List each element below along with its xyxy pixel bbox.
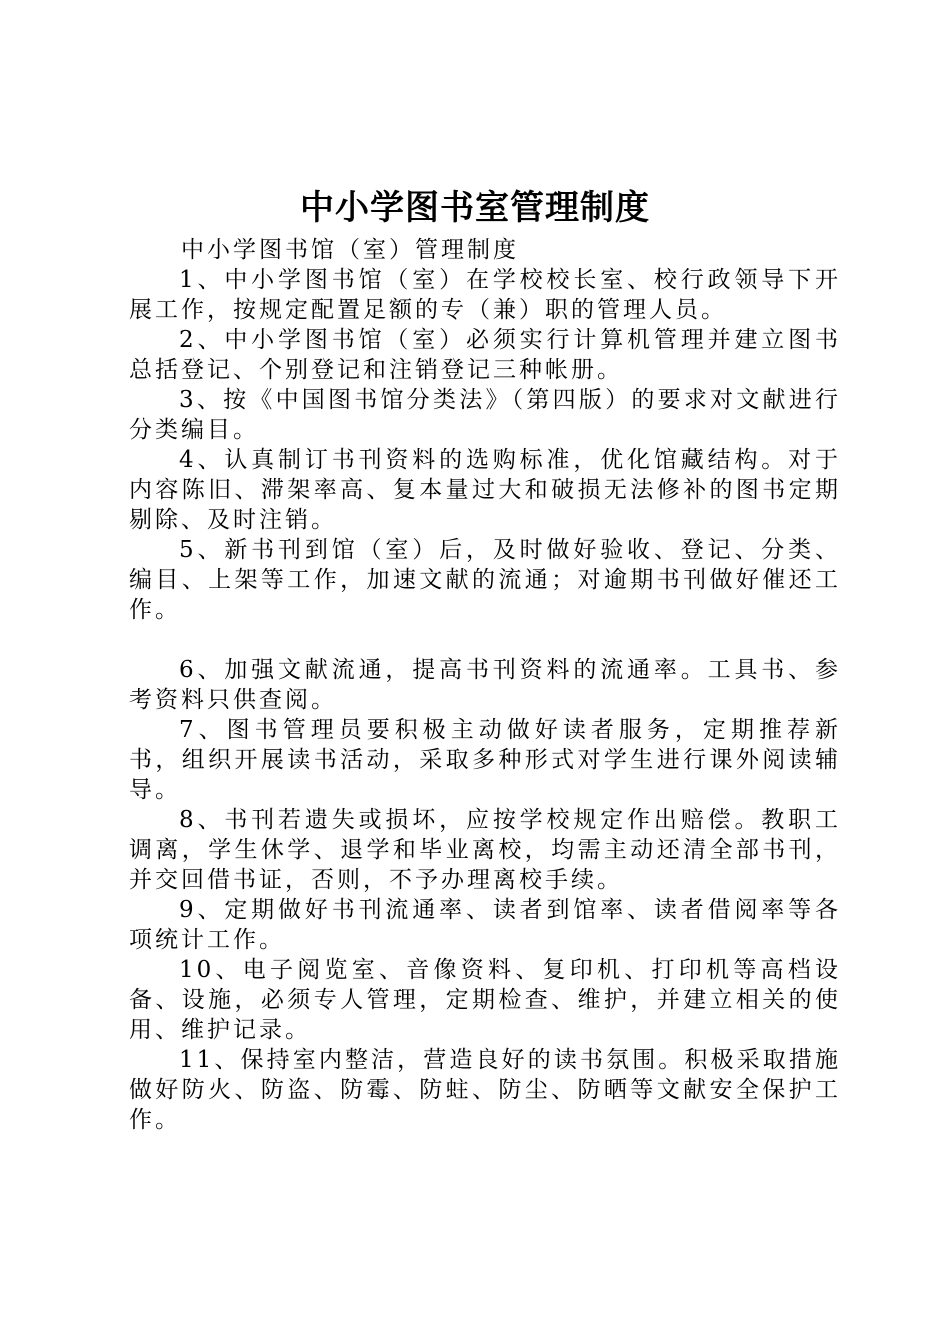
rule-paragraph-1: 1、中小学图书馆（室）在学校校长室、校行政领导下开展工作，按规定配置足额的专（兼）职的管理人员。 [129,267,841,323]
document-subtitle: 中小学图书馆（室）管理制度 [181,237,519,263]
rule-paragraph-8: 8、书刊若遗失或损坏，应按学校规定作出赔偿。教职工调离，学生休学、退学和毕业离校，均需主动还清全部书刊，并交回借书证，否则，不予办理离校手续。 [129,807,841,893]
rule-paragraph-7: 7、图书管理员要积极主动做好读者服务，定期推荐新书，组织开展读书活动，采取多种形式对学生进行课外阅读辅导。 [129,717,841,803]
document-body [129,235,841,1135]
rule-paragraph-11: 11、保持室内整洁，营造良好的读书氛围。积极采取措施做好防火、防盗、防霉、防蛀、防尘、防晒等文献安全保护工作。 [129,1047,841,1133]
rule-paragraph-5: 5、新书刊到馆（室）后，及时做好验收、登记、分类、编目、上架等工作，加速文献的流通；对逾期书刊做好催还工作。 [129,537,841,623]
rule-paragraph-4: 4、认真制订书刊资料的选购标准，优化馆藏结构。对于内容陈旧、滞架率高、复本量过大和破损无法修补的图书定期剔除、及时注销。 [129,447,841,533]
rule-paragraph-6: 6、加强文献流通，提高书刊资料的流通率。工具书、参考资料只供查阅。 [129,657,841,713]
rule-paragraph-2: 2、中小学图书馆（室）必须实行计算机管理并建立图书总括登记、个别登记和注销登记三种帐册。 [129,327,841,383]
rule-paragraph-9: 9、定期做好书刊流通率、读者到馆率、读者借阅率等各项统计工作。 [129,897,841,953]
document-title: 中小学图书室管理制度 [300,188,650,228]
rule-paragraph-10: 10、电子阅览室、音像资料、复印机、打印机等高档设备、设施，必须专人管理，定期检查、维护，并建立相关的使用、维护记录。 [129,957,841,1043]
rule-paragraph-3: 3、按《中国图书馆分类法》（第四版）的要求对文献进行分类编目。 [129,387,841,443]
